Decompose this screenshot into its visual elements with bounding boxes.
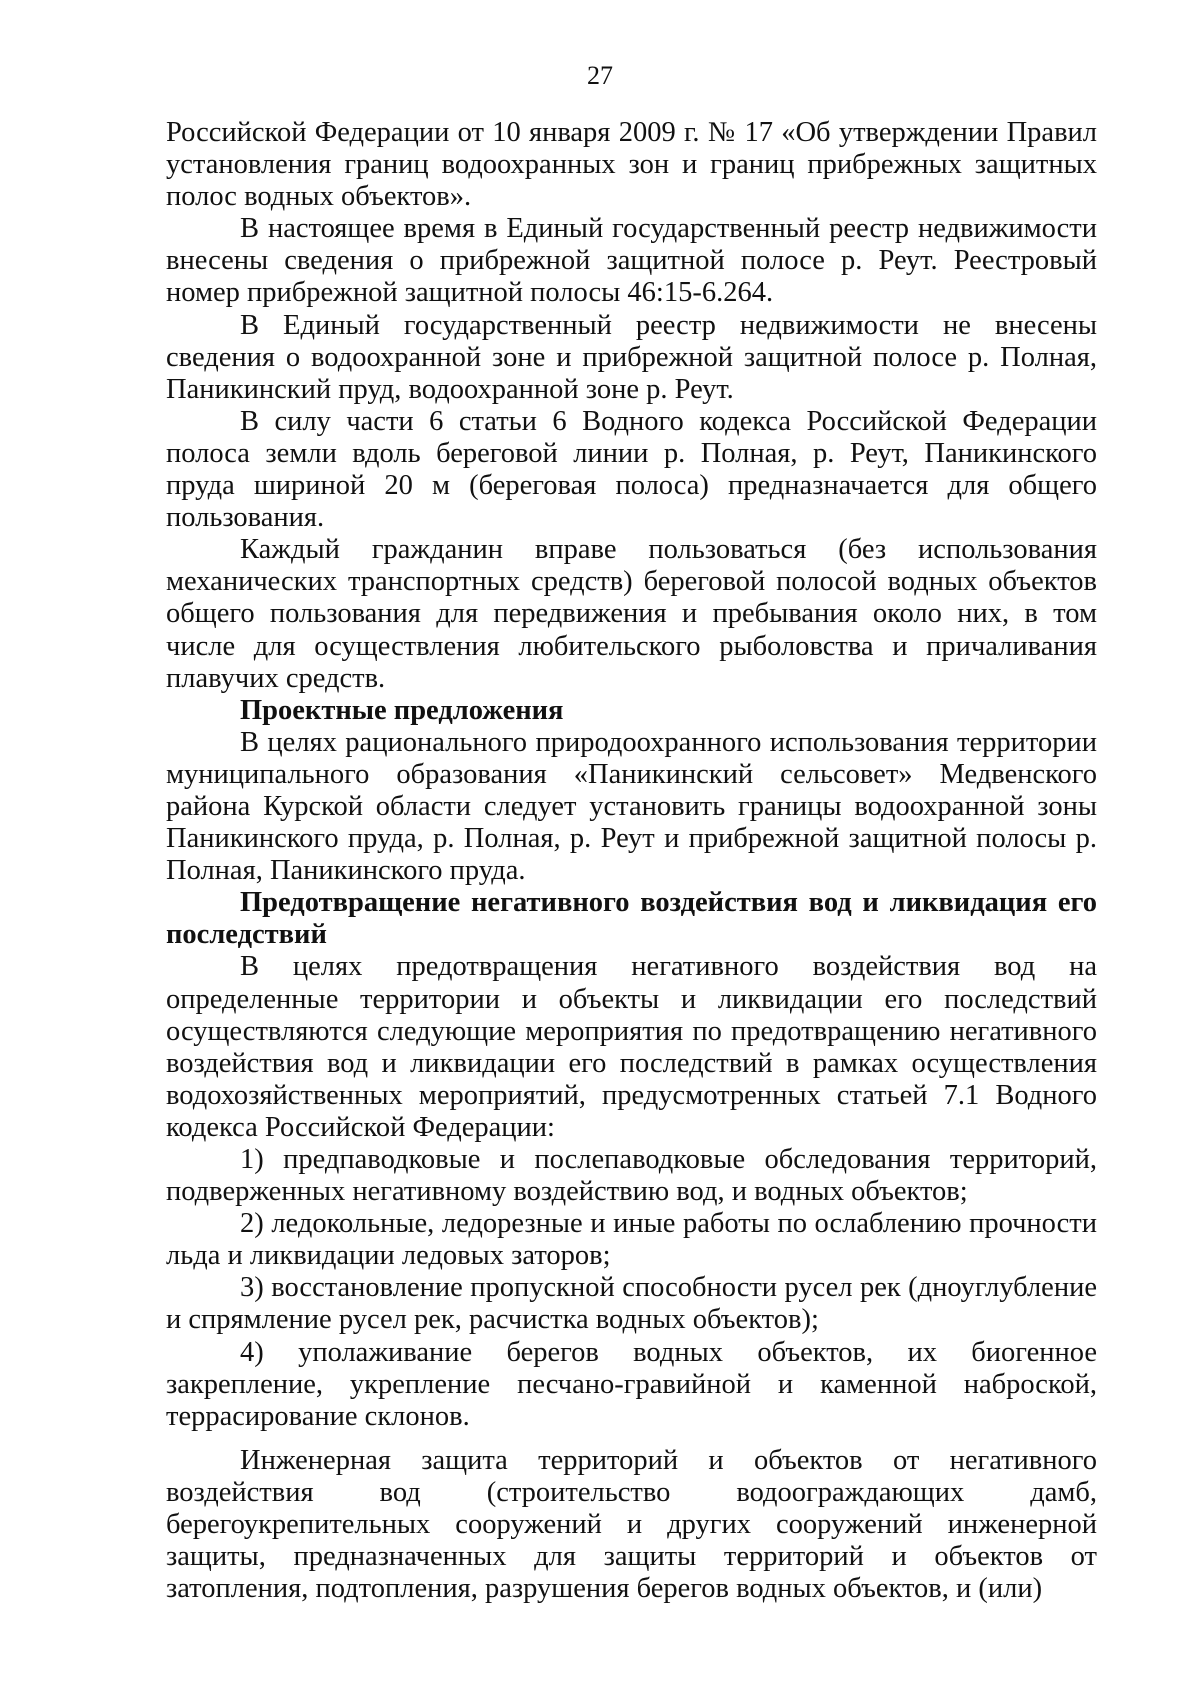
document-body (166, 117, 1097, 1605)
list-item-1: 1) предпаводковые и послепаводковые обследования территорий, подверженных негативному воздействию вод, и водных объектов; (166, 1144, 1097, 1208)
paragraph-registry-missing: В Единый государственный реестр недвижимости не внесены сведения о водоохранной зоне и прибрежной защитной полосе р. Полная, Паникинский пруд, водоохранной зоне р. Реут. (166, 309, 1097, 405)
paragraph-citizen-rights: Каждый гражданин вправе пользоваться (без использования механических транспортных средств) береговой полосой водных объектов общего пользования для передвижения и пребывания около них, в том числе для осуществления любительского рыболовства и причаливания плавучих средств. (166, 534, 1097, 694)
paragraph-shore-strip: В силу части 6 статьи 6 Водного кодекса Российской Федерации полоса земли вдоль береговой линии р. Полная, р. Реут, Паникинского пруда шириной 20 м (береговая полоса) предназначается для общего пользования. (166, 405, 1097, 534)
heading-project-proposals: Проектные предложения (240, 694, 564, 726)
paragraph-proposals: В целях рационального природоохранного использования территории муниципального образования «Паникинский сельсовет» Медвенского района Курской области следует установить границы водоохранной зоны Паникинского пруда, р. Полная, р. Реут и прибрежной защитной полосы р. Полная, Паникинского пруда. (166, 726, 1097, 887)
heading-prevention: Предотвращение негативного воздействия вод и ликвидация его последствий (166, 887, 1097, 951)
page-number: 27 (587, 61, 613, 90)
paragraph-registry-info: В настоящее время в Единый государственный реестр недвижимости внесены сведения о прибрежной защитной полосе р. Реут. Реестровый номер прибрежной защитной полосы 46:15-6.264. (166, 213, 1097, 309)
paragraph-prevention-intro: В целях предотвращения негативного воздействия вод на определенные территории и объекты и ликвидации его последствий осуществляются следующие мероприятия по предотвращению негативного воздействия вод и ликвидации его последствий в рамках осуществления водохозяйственных мероприятий, предусмотренных статьей 7.1 Водного кодекса Российской Федерации: (166, 951, 1097, 1143)
paragraph-continuation: Российской Федерации от 10 января 2009 г. № 17 «Об утверждении Правил установления границ водоохранных зон и границ прибрежных защитных полос водных объектов». (166, 117, 1097, 213)
list-item-3: 3) восстановление пропускной способности русел рек (дноуглубление и спрямление русел рек, расчистка водных объектов); (166, 1272, 1097, 1336)
paragraph-engineering-protection: Инженерная защита территорий и объектов от негативного воздействия вод (строительство водоограждающих дамб, берегоукрепительных сооружений и других сооружений инженерной защиты, предназначенных для защиты территорий и объектов от затопления, подтопления, разрушения берегов водных объектов, и (или) (166, 1444, 1097, 1605)
list-item-4: 4) уполаживание берегов водных объектов, их биогенное закрепление, укрепление песчано-гравийной и каменной наброской, террасирование склонов. (166, 1336, 1097, 1432)
list-item-2: 2) ледокольные, ледорезные и иные работы по ослаблению прочности льда и ликвидации ледовых заторов; (166, 1208, 1097, 1272)
